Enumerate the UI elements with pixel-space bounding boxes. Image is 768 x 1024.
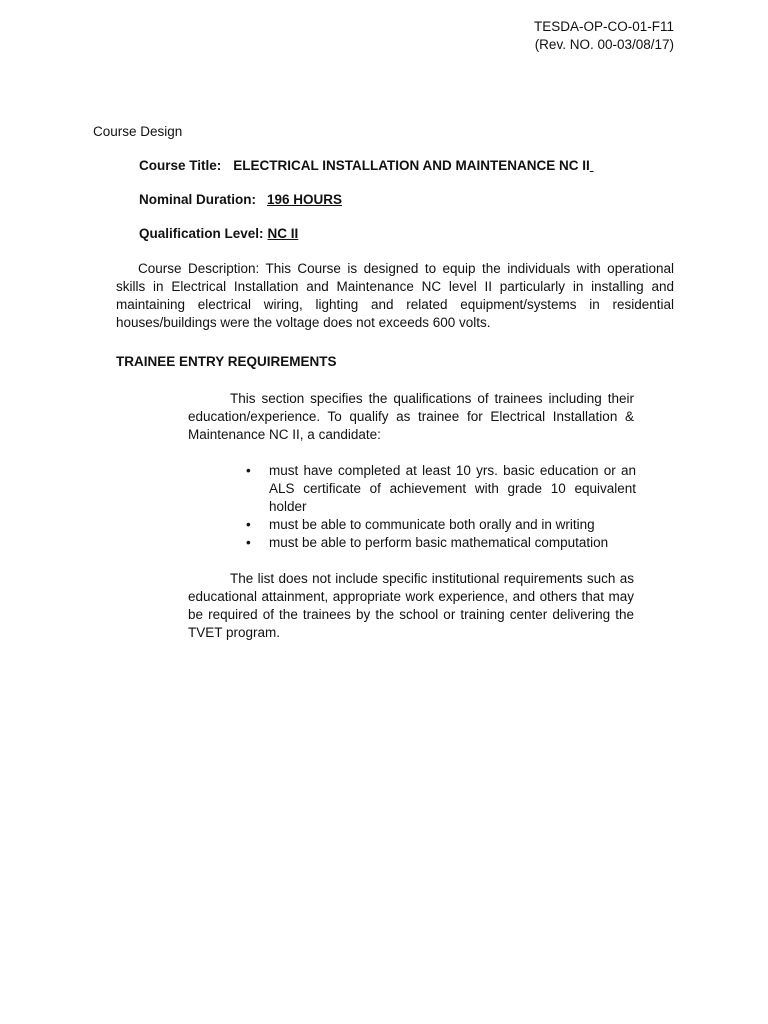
bullet-icon: • <box>246 463 251 478</box>
list-item <box>188 462 636 516</box>
qualification-level-label: Qualification Level: <box>139 226 264 241</box>
bullet-icon: • <box>246 535 251 550</box>
list-item <box>188 516 636 534</box>
course-title-label: Course Title: <box>139 158 222 173</box>
nominal-duration-value: 196 HOURS <box>267 192 343 207</box>
requirement-text: must have completed at least 10 yrs. basic education or an ALS certificate of achievement with grade 10 equivalent holder <box>269 463 636 514</box>
list-item <box>188 534 636 552</box>
requirements-list <box>188 462 636 552</box>
entry-intro-paragraph <box>188 390 634 444</box>
form-code: TESDA-OP-CO-01-F11 <box>533 19 674 34</box>
trainee-entry-heading: TRAINEE ENTRY REQUIREMENTS <box>116 354 337 369</box>
qualification-level-row <box>139 226 298 241</box>
entry-closing-paragraph <box>188 570 634 642</box>
nominal-duration-row <box>139 192 342 207</box>
bullet-icon: • <box>246 517 251 532</box>
course-description-text: Course Description: This Course is designed to equip the individuals with operational skills in Electrical Installation and Maintenance NC level II particularly in installing and maintaining electrical wiring, lighting and related equipment/systems in residential houses/buildings were the voltage does not exceeds 600 volts. <box>116 261 674 330</box>
course-title-row <box>139 158 594 173</box>
entry-closing-text: The list does not include specific institutional requirements such as educational attainment, appropriate work experience, and others that may be required of the trainees by the school or training center delivering the TVET program. <box>188 571 634 640</box>
course-title-value: ELECTRICAL INSTALLATION AND MAINTENANCE NC II <box>233 158 590 173</box>
course-description <box>116 260 674 332</box>
entry-intro-text: This section specifies the qualifications of trainees including their education/experience. To qualify as trainee for Electrical Installation & Maintenance NC II, a candidate: <box>188 391 634 442</box>
revision-number: (Rev. NO. 00-03/08/17) <box>534 37 674 52</box>
nominal-duration-label: Nominal Duration: <box>139 192 256 207</box>
requirement-text: must be able to perform basic mathematical computation <box>269 535 609 550</box>
qualification-level-value: NC II <box>267 226 299 241</box>
section-label: Course Design <box>93 124 183 139</box>
requirement-text: must be able to communicate both orally and in writing <box>269 517 595 532</box>
document-header <box>534 18 674 54</box>
course-title-underline <box>590 158 594 173</box>
